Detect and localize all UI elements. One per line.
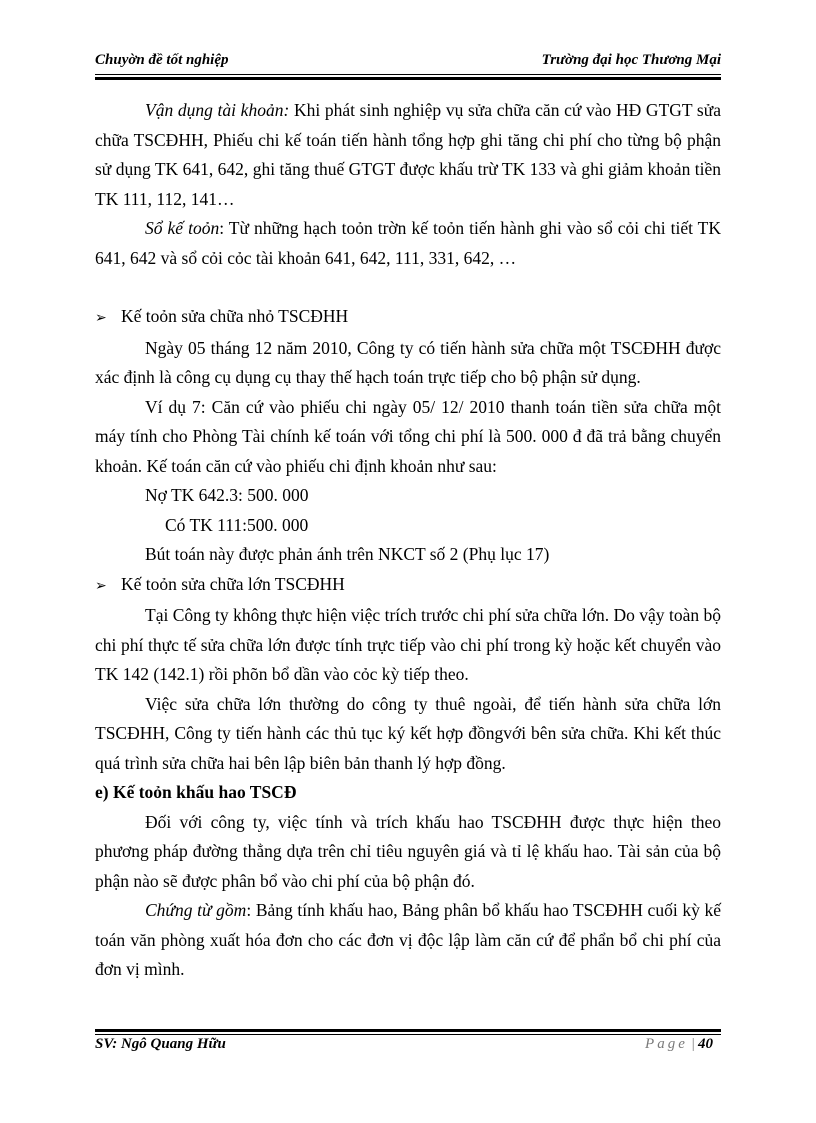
bullet-major-repair-text: Kế toỏn sửa chữa lớn TSCĐHH: [121, 573, 345, 594]
journal-entry-debit: Nợ TK 642.3: 500. 000: [145, 485, 309, 505]
header-rule-thin: [95, 74, 721, 75]
arrowhead-bullet-icon: ➢: [95, 578, 107, 594]
bullet-minor-repair-text: Kế toỏn sửa chữa nhỏ TSCĐHH: [121, 306, 349, 326]
paragraph-nkct-reference: Bút toán này được phản ánh trên NKCT số 2 (Phụ lục 17): [145, 544, 550, 564]
paragraph-repair-date: Ngày 05 tháng 12 năm 2010, Công ty có tiến hành sửa chữa một TSCĐHH được xác định là công cụ dụng cụ thay thế hạch toán trực tiếp cho bộ phận sử dụng.: [95, 337, 721, 387]
journal-entry-credit: Có TK 111:500. 000: [165, 514, 309, 535]
ledger-lead: Sổ kế toỏn: [145, 218, 220, 238]
footer-student-name: SV: Ngô Quang Hữu: [95, 1036, 226, 1052]
spacer: [95, 273, 721, 302]
footer-page-info: [645, 1036, 713, 1053]
section-heading-depreciation: e) Kế toỏn khấu hao TSCĐ: [95, 782, 297, 802]
page-label: Page: [645, 1036, 688, 1052]
ledger-text: : Từ những hạch toỏn trờn kế toỏn tiến hành ghi vào sổ cỏi chi tiết TK 641, 642 và sổ cỏi cỏc tài khoản 641, 642, 111, 331, 642, …: [95, 218, 721, 268]
paragraph-ledger: [95, 214, 721, 273]
vouchers-text: : Bảng tính khấu hao, Bảng phân bổ khấu hao TSCĐHH cuối kỳ kế toán văn phòng xuất hóa đơn cho các đơn vị độc lập làm căn cứ để phẩn bổ chi phí của đơn vị mình.: [95, 900, 721, 979]
vouchers-lead: Chứng từ gồm: [145, 900, 247, 920]
page-separator: |: [690, 1036, 695, 1052]
paragraph-major-repair-contract: Việc sửa chữa lớn thường do công ty thuê ngoài, để tiến hành sửa chữa lớn TSCĐHH, Công ty tiến hành các thủ tục ký kết hợp đồngvới bên sửa chữa. Khi kết thúc quá trình sửa chữa hai bên lập biên bản thanh lý hợp đồng.: [95, 693, 721, 773]
footer-rule-thick: [95, 1029, 721, 1032]
document-body: [95, 96, 721, 985]
paragraph-account-usage: [95, 96, 721, 214]
page-number: 40: [698, 1036, 713, 1052]
header-university: Trường đại học Thương Mại: [541, 52, 721, 68]
header-rule-thick: [95, 77, 721, 80]
arrowhead-bullet-icon: ➢: [95, 311, 107, 326]
account-usage-text: Khi phát sinh nghiệp vụ sửa chữa căn cứ vào HĐ GTGT sửa chữa TSCĐHH, Phiếu chi kế toán tiến hành tổng hợp ghi tăng chi phí cho từng bộ phận sử dụng TK 641, 642, ghi tăng thuế GTGT được khấu trừ TK 133 và ghi giảm khoản tiền TK 111, 112, 141…: [95, 100, 721, 209]
bullet-major-repair: [95, 570, 721, 602]
paragraph-major-repair-cost: Tại Công ty không thực hiện việc trích trước chi phí sửa chữa lớn. Do vậy toàn bộ chi phí thực tế sửa chữa lớn được tính trực tiếp vào chi phí trong kỳ hoặc kết chuyển vào TK 142 (142.1) rồi phõn bổ dần vào cỏc kỳ tiếp theo.: [95, 605, 721, 684]
bullet-minor-repair: [95, 302, 721, 334]
account-usage-lead: Vận dụng tài khoản:: [145, 100, 290, 120]
paragraph-vouchers: [95, 896, 721, 985]
header-thesis-title: Chuyờn đề tốt nghiệp: [95, 52, 229, 68]
footer-rule-thin: [95, 1034, 721, 1035]
paragraph-depreciation-method: Đối với công ty, việc tính và trích khấu hao TSCĐHH được thực hiện theo phương pháp đường thẳng dựa trên chỉ tiêu nguyên giá và tỉ lệ khấu hao. Tài sản của bộ phận nào sẽ được phân bổ vào chi phí của bộ phận đó.: [95, 811, 721, 891]
paragraph-example-7: Ví dụ 7: Căn cứ vào phiếu chi ngày 05/ 12/ 2010 thanh toán tiền sửa chữa một máy tính cho Phòng Tài chính kế toán với tổng chi phí là 500. 000 đ đã trả bằng chuyển khoản. Kế toán căn cứ vào phiếu chi định khoản như sau:: [95, 396, 721, 476]
